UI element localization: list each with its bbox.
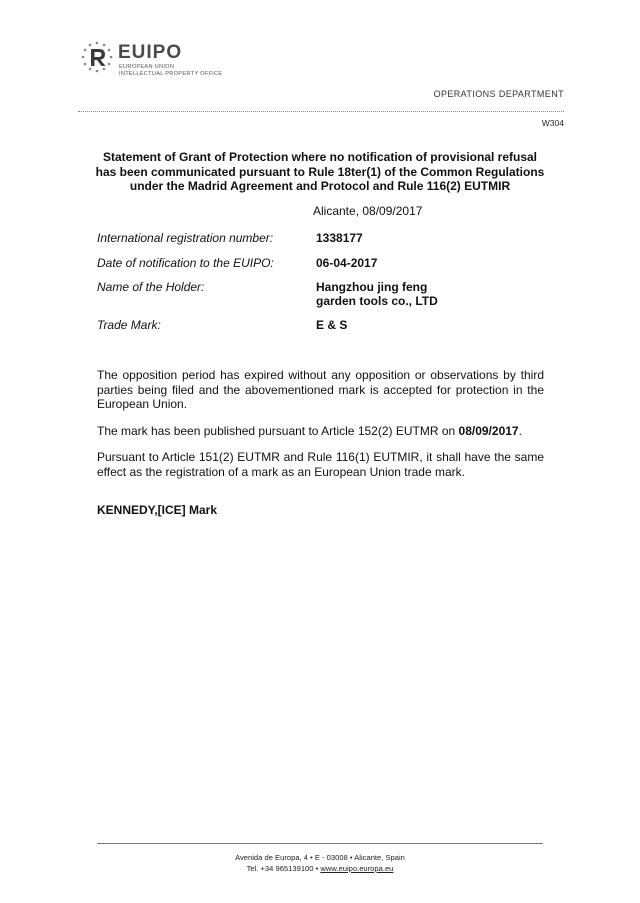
logo-subtitle-line2: INTELLECTUAL PROPERTY OFFICE — [119, 71, 223, 77]
footer-address: Avenida de Europa, 4 • E - 03008 • Alicante, Spain — [235, 853, 405, 862]
form-code: W304 — [541, 118, 564, 128]
trade-mark-value: E & S — [316, 318, 348, 332]
logo-subtitle-line1: EUROPEAN UNION — [119, 64, 175, 70]
place-and-date: Alicante, 08/09/2017 — [313, 204, 423, 218]
department-heading: OPERATIONS DEPARTMENT — [433, 89, 564, 99]
signatory-name: KENNEDY,[ICE] Mark — [97, 503, 218, 517]
notification-date-value: 06-04-2017 — [316, 256, 378, 270]
footer-website-link[interactable]: www.euipo.europa.eu — [320, 864, 394, 873]
holder-name-line-2: garden tools co., LTD — [316, 294, 438, 308]
publication-text: The mark has been published pursuant to Article 152(2) EUTMR on — [97, 424, 459, 438]
publication-date: 08/09/2017 — [458, 424, 519, 438]
publication-paragraph — [97, 424, 544, 439]
notification-date-label: Date of notification to the EUIPO: — [97, 256, 274, 270]
header-divider — [78, 111, 564, 112]
title-line-1: Statement of Grant of Protection where no notification of provisional refusal — [102, 150, 538, 164]
registration-number-label: International registration number: — [97, 231, 274, 245]
euipo-logo — [80, 40, 230, 84]
euipo-star-r-icon — [80, 40, 114, 74]
footer-divider — [97, 843, 543, 844]
holder-name-label: Name of the Holder: — [97, 280, 205, 294]
holder-name-line-1: Hangzhou jing feng — [316, 280, 428, 294]
holder-name-value — [316, 280, 438, 308]
title-line-3: under the Madrid Agreement and Protocol and Rule 116(2) EUTMIR — [129, 179, 511, 193]
publication-period: . — [518, 424, 522, 438]
trade-mark-label: Trade Mark: — [97, 318, 161, 332]
registration-number-value: 1338177 — [316, 231, 363, 245]
title-line-2: has been communicated pursuant to Rule 18ter(1) of the Common Regulations — [95, 164, 545, 179]
effect-paragraph: Pursuant to Article 151(2) EUTMR and Rule 116(1) EUTMIR, it shall have the same effect as the registration of a mark as an European Union trade mark. — [97, 450, 544, 479]
opposition-paragraph: The opposition period has expired without any opposition or observations by third parties being filed and the abovementioned mark is accepted for protection in the European Union. — [97, 368, 544, 411]
footer-phone: Tel. +34 965139100 • — [246, 864, 321, 873]
document-title — [80, 150, 560, 194]
footer-contact — [97, 863, 543, 874]
logo-wordmark: EUIPO — [118, 42, 183, 63]
